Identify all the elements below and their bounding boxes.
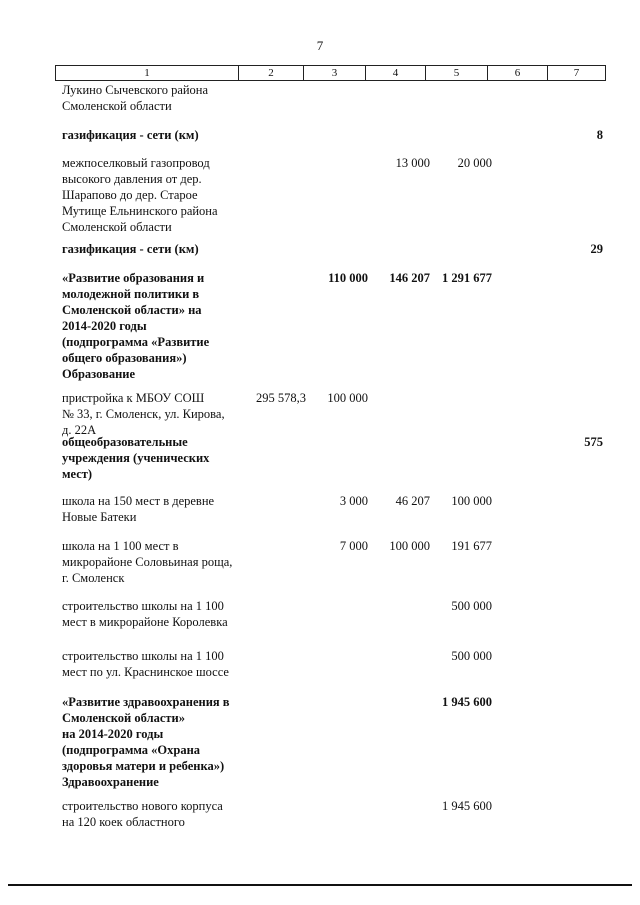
row-5-name [62, 270, 242, 382]
row-9-name [62, 538, 242, 586]
row-9-col3: 7 000 [339, 539, 368, 553]
row-7-col7: 575 [584, 435, 603, 449]
row-7-line: общеобразовательные [62, 435, 188, 449]
row-6-name [62, 390, 242, 438]
row-8-line: школа на 150 мест в деревне [62, 494, 215, 508]
row-5-line: общего образования») [62, 351, 187, 365]
column-header-3: 3 [304, 66, 366, 81]
row-13-name [62, 798, 242, 830]
row-1-name [62, 82, 242, 114]
row-10-line: мест в микрорайоне Королевка [62, 615, 228, 629]
row-13-line: строительство нового корпуса [62, 799, 223, 813]
row-10-name [62, 598, 242, 630]
column-header-4: 4 [366, 66, 426, 81]
row-4-name [62, 241, 242, 257]
page-number: 7 [316, 38, 324, 53]
row-5-line: (подпрограмма «Развитие [62, 335, 210, 349]
row-5-line: молодежной политики в [62, 287, 200, 301]
row-9-line: г. Смоленск [62, 571, 125, 585]
row-8-col3: 3 000 [339, 494, 368, 508]
row-12-line: на 2014-2020 годы [62, 727, 164, 741]
row-8-line: Новые Батеки [62, 510, 137, 524]
row-7-line: учреждения (ученических [62, 451, 210, 465]
row-10-line: строительство школы на 1 100 [62, 599, 224, 613]
row-7-line: мест) [62, 467, 93, 481]
row-6-line: д. 22А [62, 423, 97, 437]
row-7-name [62, 434, 242, 482]
row-5-line: 2014-2020 годы [62, 319, 147, 333]
row-9-line: школа на 1 100 мест в [62, 539, 179, 553]
column-header-7: 7 [548, 66, 606, 81]
row-8-name [62, 493, 242, 525]
row-6-line: пристройка к МБОУ СОШ [62, 391, 205, 405]
row-12-line: (подпрограмма «Охрана [62, 743, 201, 757]
footer-divider [8, 884, 632, 886]
row-5-col3: 110 000 [328, 271, 368, 285]
row-12-line: здоровья матери и ребенка») [62, 759, 225, 773]
row-12-line: Здравоохранение [62, 775, 159, 789]
row-3-line: межпоселковый газопровод [62, 156, 210, 170]
row-9-col4: 100 000 [389, 539, 430, 553]
row-9-line: микрорайоне Соловьиная роща, [62, 555, 233, 569]
row-11-line: строительство школы на 1 100 [62, 649, 224, 663]
row-5-line: Образование [62, 367, 136, 381]
row-6-col3: 100 000 [327, 391, 368, 405]
column-header-2: 2 [239, 66, 304, 81]
row-9-col5: 191 677 [451, 539, 492, 553]
row-3-line: высокого давления от дер. [62, 172, 202, 186]
row-4-line: газификация - сети (км) [62, 242, 199, 256]
row-3-col5: 20 000 [457, 156, 492, 170]
row-10-col5: 500 000 [451, 599, 492, 613]
row-8-col4: 46 207 [395, 494, 430, 508]
row-6-col2: 295 578,3 [256, 391, 306, 405]
row-12-name [62, 694, 242, 790]
row-1-line: Лукино Сычевского района [62, 83, 209, 97]
row-2-col7: 8 [596, 128, 603, 142]
row-3-line: Смоленской области [62, 220, 172, 234]
row-3-line: Мутище Ельнинского района [62, 204, 218, 218]
row-5-line: «Развитие образования и [62, 271, 205, 285]
row-8-col5: 100 000 [451, 494, 492, 508]
row-11-name [62, 648, 242, 680]
column-header-row [55, 65, 606, 81]
column-header-5: 5 [426, 66, 488, 81]
column-header-1: 1 [56, 66, 239, 81]
row-1-line: Смоленской области [62, 99, 172, 113]
row-3-col4: 13 000 [395, 156, 430, 170]
row-13-col5: 1 945 600 [442, 799, 492, 813]
row-12-col5: 1 945 600 [442, 695, 492, 709]
row-12-line: «Развитие здравоохранения в [62, 695, 230, 709]
row-12-line: Смоленской области» [62, 711, 185, 725]
column-header-6: 6 [488, 66, 548, 81]
row-2-line: газификация - сети (км) [62, 128, 199, 142]
row-3-line: Шарапово до дер. Старое [62, 188, 198, 202]
row-5-line: Смоленской области» на [62, 303, 202, 317]
row-11-line: мест по ул. Краснинское шоссе [62, 665, 229, 679]
row-4-col7: 29 [590, 242, 603, 256]
row-2-name [62, 127, 242, 143]
row-6-line: № 33, г. Смоленск, ул. Кирова, [62, 407, 225, 421]
row-3-name [62, 155, 242, 235]
row-13-line: на 120 коек областного [62, 815, 185, 829]
row-5-col5: 1 291 677 [442, 271, 492, 285]
row-11-col5: 500 000 [451, 649, 492, 663]
row-5-col4: 146 207 [389, 271, 430, 285]
